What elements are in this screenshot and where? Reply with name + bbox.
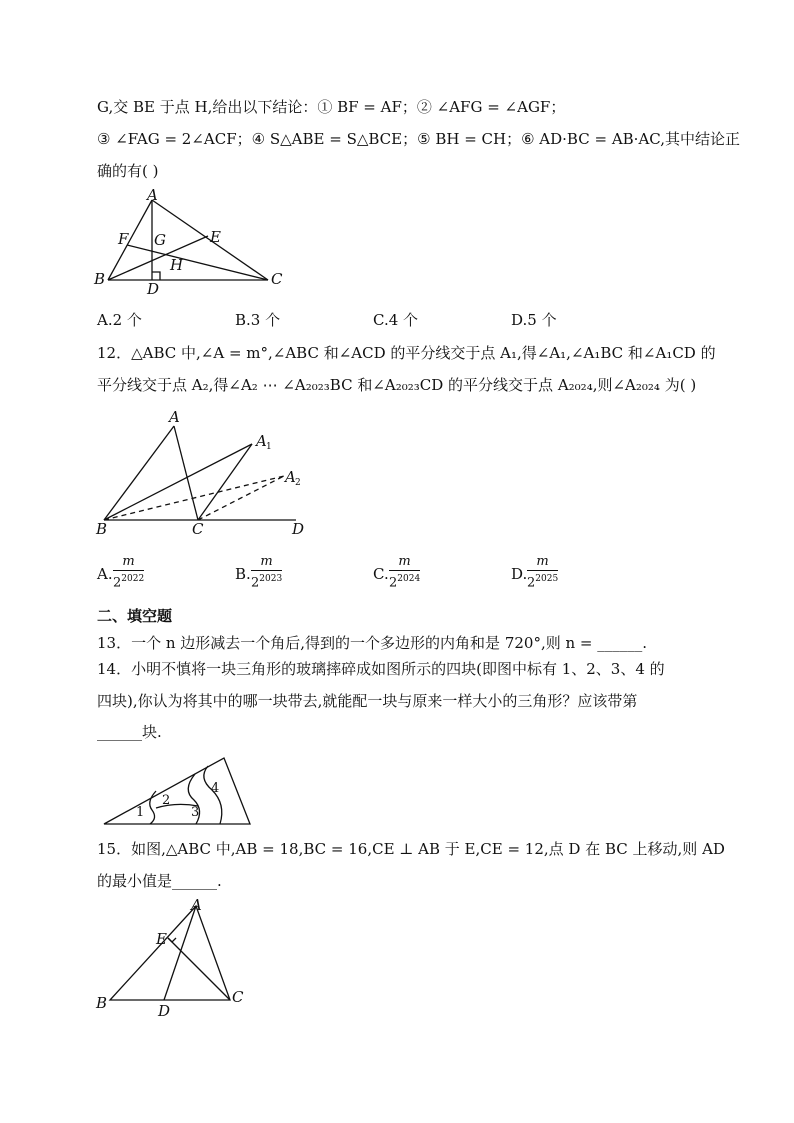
q14-line-1: 14．小明不慎将一块三角形的玻璃摔碎成如图所示的四块(即图中标有 1、2、3、4 的 (97, 660, 665, 678)
q14-piece-3: 3 (191, 805, 200, 820)
q12-option-a-base: 2 (113, 575, 122, 591)
q14-piece-4: 4 (211, 781, 220, 796)
q14-piece-1: 1 (136, 805, 145, 820)
q12-label-A2: A (285, 468, 296, 486)
q12-option-c-letter: C. (373, 565, 389, 583)
q12-option-c-exp: 2024 (397, 574, 421, 584)
q11-line-1: G,交 BE 于点 H,给出以下结论：① BF = AF；② ∠AFG = ∠AGF； (97, 98, 566, 116)
q15-line-1: 15．如图,△ABC 中,AB = 18,BC = 16,CE ⊥ AB 于 E,CE = 12,点 D 在 BC 上移动,则 AD (97, 840, 725, 858)
q11-label-F: F (118, 230, 129, 248)
q15-label-A: A (191, 896, 202, 914)
q12-label-C: C (192, 520, 204, 538)
q12-figure (90, 402, 320, 542)
q11-label-C: C (271, 270, 283, 288)
q12-option-b-base: 2 (251, 575, 260, 591)
q12-label-B: B (96, 520, 108, 538)
q11-line-3: 确的有( ) (97, 162, 159, 180)
q15-line-2: 的最小值是______. (97, 872, 222, 890)
q11-option-d: D.5 个 (511, 311, 557, 329)
q12-option-d-fraction (527, 554, 558, 591)
q12-label-A1: A (256, 432, 267, 450)
q12-option-d-num: m (527, 554, 558, 571)
q12-label-A1-sub: 1 (266, 442, 272, 452)
q12-option-c-base: 2 (389, 575, 398, 591)
q12-option-c-fraction (389, 554, 420, 591)
q15-label-B: B (96, 994, 108, 1012)
q11-option-a: A.2 个 (97, 311, 142, 329)
q12-option-c-num: m (389, 554, 420, 571)
q11-label-G: G (154, 231, 166, 249)
q12-option-b-num: m (251, 554, 282, 571)
q11-option-c: C.4 个 (373, 311, 419, 329)
q15-label-D: D (158, 1002, 171, 1020)
q11-figure (90, 188, 300, 298)
q12-line-2: 平分线交于点 A₂,得∠A₂ ⋯ ∠A₂₀₂₃BC 和∠A₂₀₂₃CD 的平分线交于点 A₂₀₂₄,则∠A₂₀₂₄ 为( ) (97, 376, 697, 394)
q12-option-d-base: 2 (527, 575, 536, 591)
q13-line-1: 13．一个 n 边形减去一个角后,得到的一个多边形的内角和是 720°,则 n = ______. (97, 634, 648, 652)
q12-option-b-exp: 2023 (259, 574, 283, 584)
q12-option-a-letter: A. (97, 565, 113, 583)
q14-piece-2: 2 (162, 793, 171, 808)
q14-line-3: ______块. (97, 723, 162, 741)
q12-option-a-num: m (113, 554, 144, 571)
q12-option-b-letter: B. (235, 565, 251, 583)
q12-line-1: 12．△ABC 中,∠A = m°,∠ABC 和∠ACD 的平分线交于点 A₁,得∠A₁,∠A₁BC 和∠A₁CD 的 (97, 344, 716, 362)
q11-label-E: E (210, 228, 221, 246)
q11-label-B: B (94, 270, 106, 288)
q12-label-A: A (169, 408, 180, 426)
q11-label-D: D (147, 280, 160, 298)
q11-line-2: ③ ∠FAG = 2∠ACF；④ S△ABE = S△BCE；⑤ BH = CH；⑥ AD·BC = AB·AC,其中结论正 (97, 130, 740, 148)
q14-line-2: 四块),你认为将其中的哪一块带去,就能配一块与原来一样大小的三角形？应该带第 (97, 692, 638, 710)
q12-option-d-exp: 2025 (535, 574, 559, 584)
q12-option-b-fraction (251, 554, 282, 591)
q12-option-a-fraction (113, 554, 144, 591)
q12-label-A2-sub: 2 (295, 478, 301, 488)
q12-label-D: D (292, 520, 305, 538)
q15-figure (90, 896, 260, 1020)
q15-label-E: E (156, 930, 167, 948)
q11-option-b: B.3 个 (235, 311, 281, 329)
q15-label-C: C (232, 988, 244, 1006)
q11-label-A: A (147, 186, 158, 204)
q12-option-d-letter: D. (511, 565, 528, 583)
q14-figure (100, 752, 270, 828)
q12-option-a-exp: 2022 (121, 574, 145, 584)
section-title: 二、填空题 (97, 607, 173, 625)
q11-label-H: H (170, 256, 184, 274)
